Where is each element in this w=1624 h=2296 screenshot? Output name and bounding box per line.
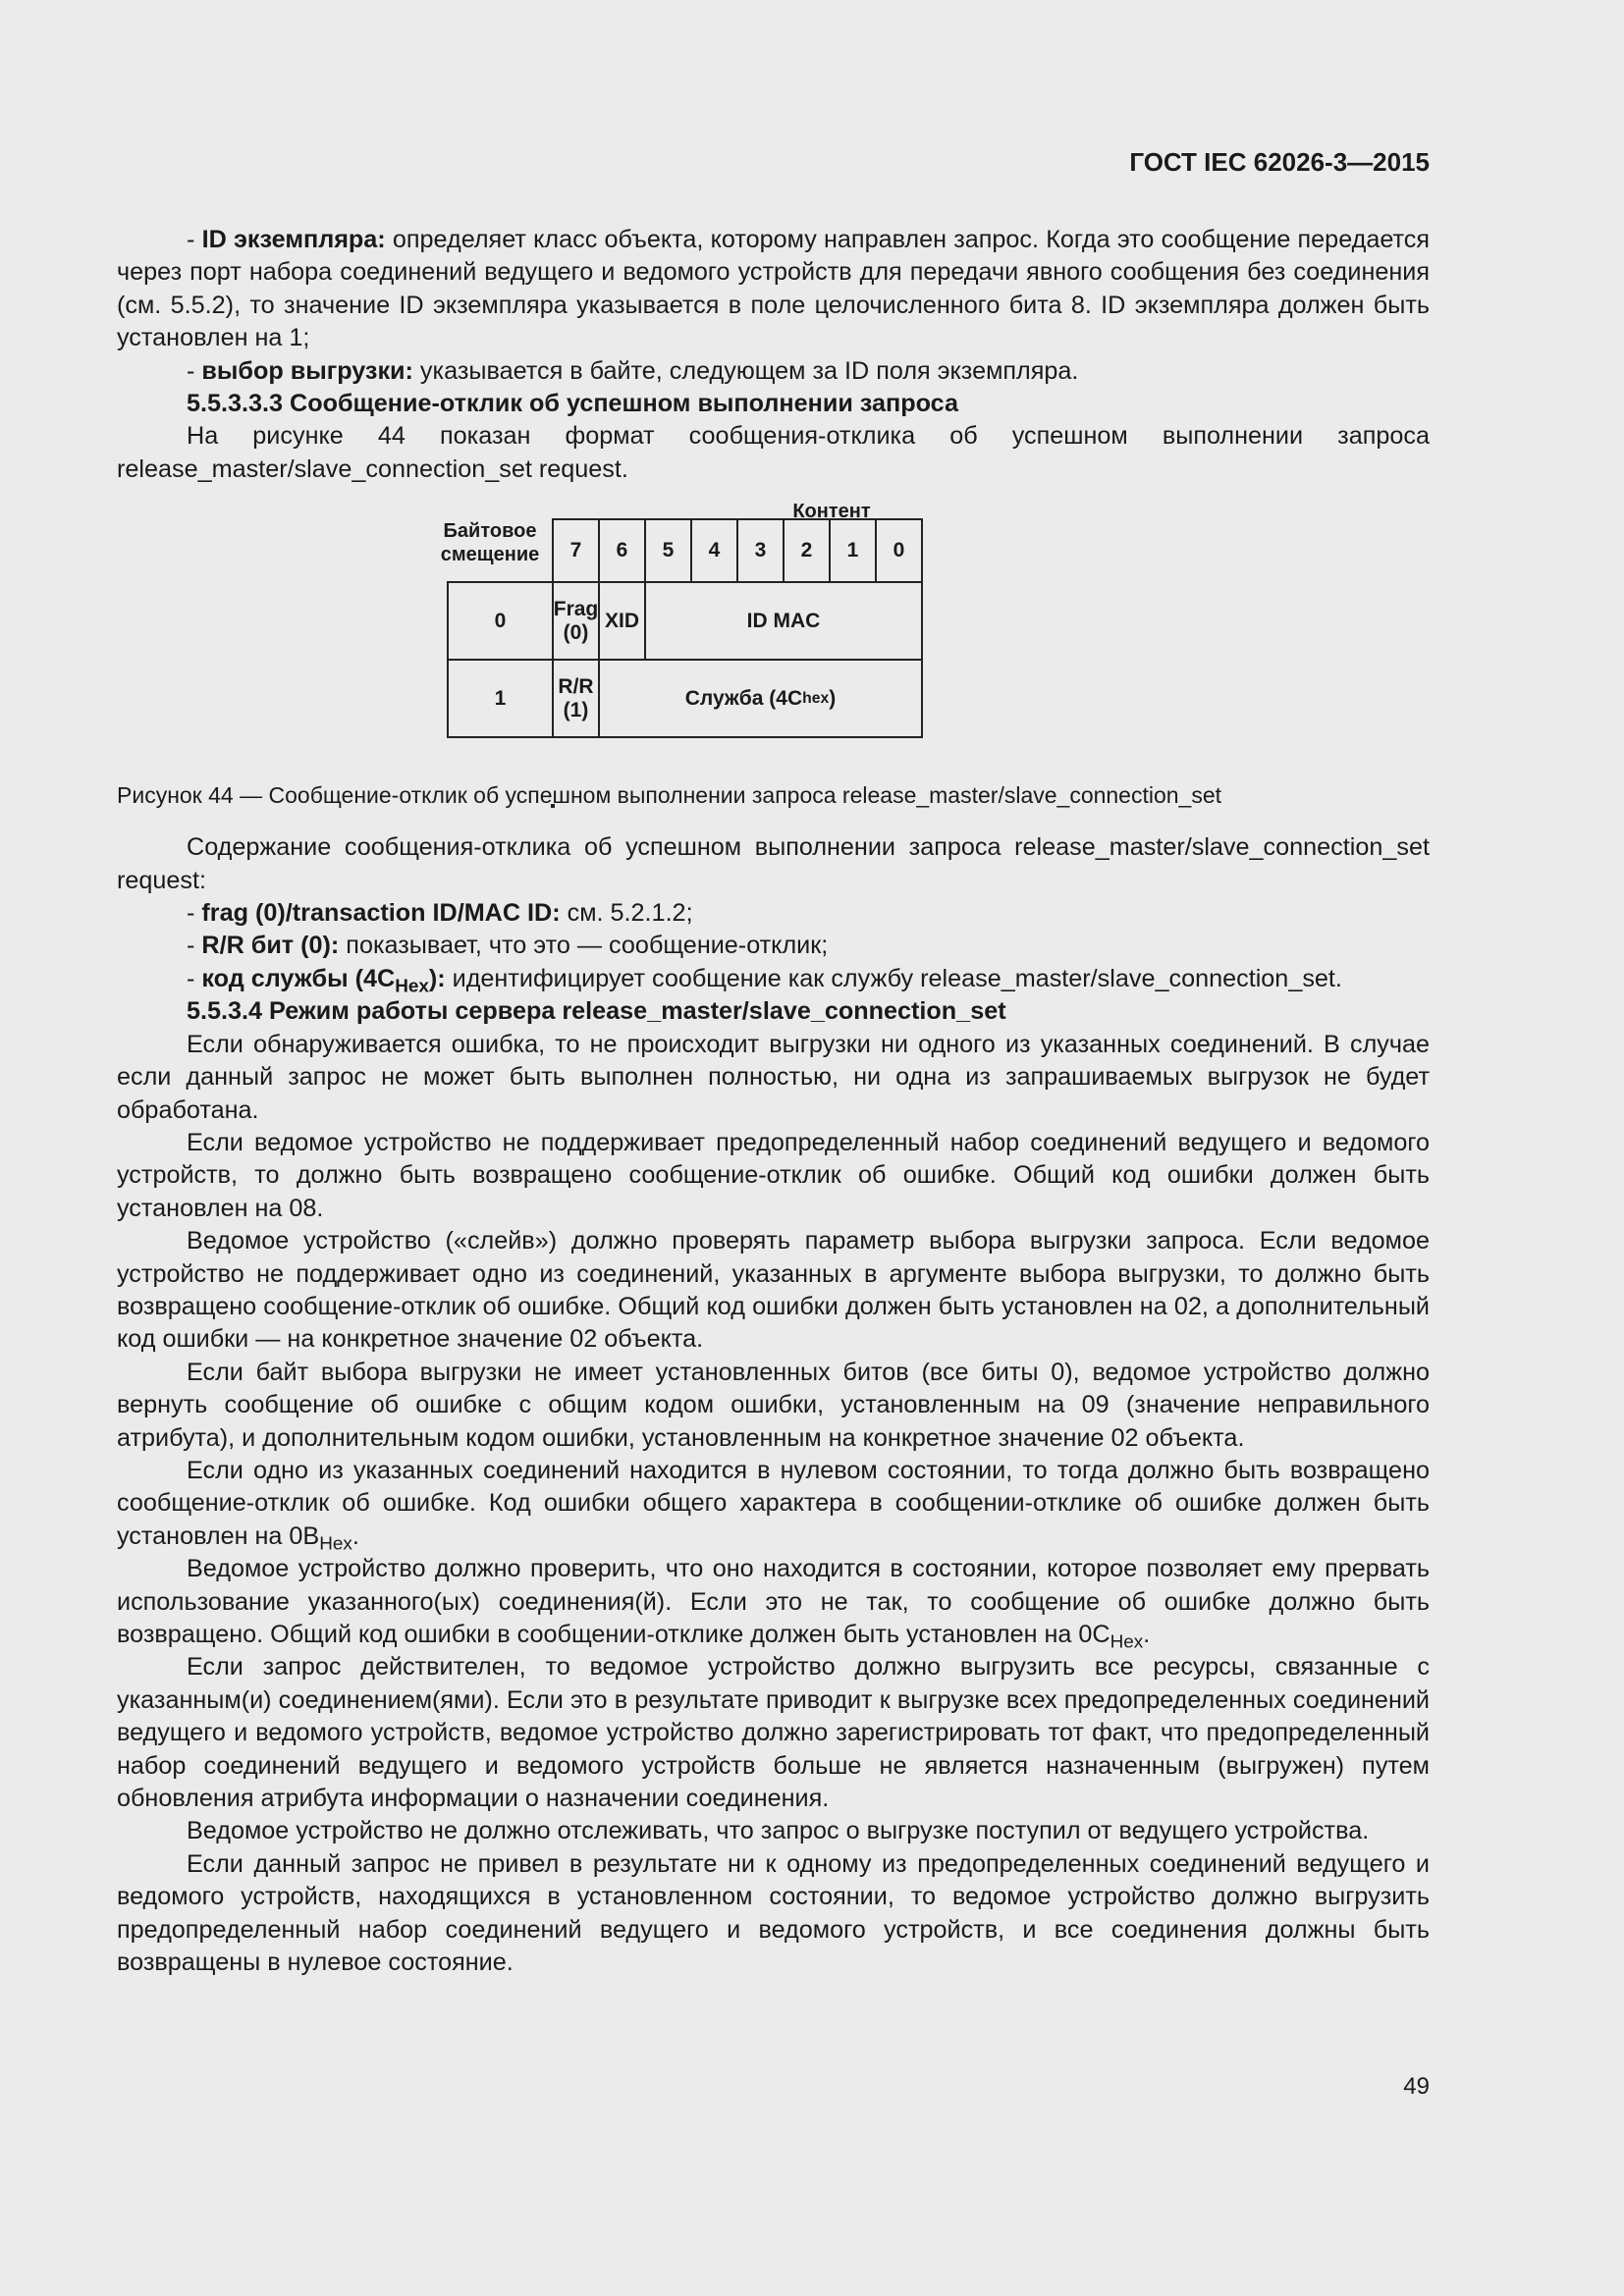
- paragraph: Если ведомое устройство не поддерживает предопределенный набор соединений ведущего и ведомого устройств, то должно быть возвращено сообщение-отклик об ошибке. Общий код ошибки должен быть установлен на 08.: [117, 1128, 1430, 1222]
- bit-1-header: 1: [829, 518, 877, 583]
- list-item-text: см. 5.2.1.2;: [560, 899, 693, 928]
- paragraph-text: Ведомое устройство должно проверить, что оно находится в состоянии, которое позволяет ему прервать использование указанного(ых) соединения(й). Если это не так, то сообщение об ошибке должно быть возвращено. Общий код ошибки в сообщении-отклике должен быть установлен на 0C: [117, 1555, 1430, 1648]
- bit-2-header: 2: [783, 518, 831, 583]
- paragraph: Ведомое устройство («слейв») должно проверять параметр выбора выгрузки запроса. Если ведомое устройство не поддерживает одно из соединений, указанных в аргументе выбора выгрузки, то должно быть возвращено сообщение-отклик об ошибке. Общий код ошибки должен быть установлен на 02, а дополнительный код ошибки — на конкретное значение 02 объекта.: [117, 1227, 1430, 1354]
- term: frag (0)/transaction ID/MAC ID:: [201, 899, 561, 928]
- paragraph-text: определяет класс объекта, которому направлен запрос. Когда это сообщение передается через порт набора соединений ведущего и ведомого устройств для передачи явного сообщения без соединения (см. 5.5.2), то значение ID экземпляра указывается в поле целочисленного бита 8. ID экземпляра должен быть установлен на 1;: [117, 226, 1431, 352]
- list-item-text: показывает, что это — сообщение-отклик;: [339, 932, 829, 960]
- bit-3-header: 3: [736, 518, 785, 583]
- figure-44: [117, 486, 1430, 780]
- term-end: ):: [428, 964, 446, 992]
- dash: -: [187, 899, 202, 928]
- paragraph-text: Если одно из указанных соединений находится в нулевом состоянии, то тогда должно быть возвращено сообщение-отклик об ошибке. Код ошибки общего характера в сообщении-отклике об ошибке должен быть установлен на 0B: [117, 1456, 1430, 1550]
- row0-offset: 0: [447, 581, 554, 661]
- list-item: [117, 897, 1430, 930]
- content-label: Контент: [792, 501, 871, 523]
- paragraph: На рисунке 44 показан формат сообщения-отклика об успешном выполнении запроса release_master/slave_connection_set request.: [117, 422, 1430, 483]
- term: выбор выгрузки:: [201, 356, 413, 385]
- page-body: [117, 224, 1430, 1979]
- bit-7-header: 7: [552, 518, 600, 583]
- paragraph: Содержание сообщения-отклика об успешном выполнении запроса release_master/slave_connection_set request:: [117, 833, 1430, 894]
- page-number: 49: [1403, 2073, 1430, 2100]
- list-item: [117, 930, 1430, 962]
- list-item-text: идентифицирует сообщение как службу release_master/slave_connection_set.: [445, 964, 1342, 992]
- section-heading: 5.5.3.3.3 Сообщение-отклик об успешном выполнении запроса: [187, 390, 958, 418]
- xid-cell: XID: [598, 581, 646, 661]
- mac-id-cell: ID MAC: [644, 581, 923, 661]
- paragraph: Если байт выбора выгрузки не имеет установленных битов (все биты 0), ведомое устройство должно вернуть сообщение об ошибке с общим кодом ошибки, установленным на 09 (значение неправильного атрибута), и дополнительным кодом ошибки, установленным на конкретное значение 02 объекта.: [117, 1358, 1430, 1452]
- subscript: Hex: [1110, 1631, 1144, 1653]
- service-cell: Служба (4C hex ): [598, 659, 923, 738]
- row1-offset: 1: [447, 659, 554, 738]
- list-item: [117, 963, 1430, 995]
- paragraph: [117, 355, 1430, 388]
- bit-6-header: 6: [598, 518, 646, 583]
- service-text: Служба (4C: [684, 686, 803, 710]
- rr-cell: R/R (1): [552, 659, 600, 738]
- paragraph: Ведомое устройство не должно отслеживать, что запрос о выгрузке поступил от ведущего устройства.: [187, 1817, 1370, 1845]
- paragraph: Если данный запрос не привел в результате ни к одному из предопределенных соединений ведущего и ведомого устройств, находящихся в установленном состоянии, то ведомое устройство должно выгрузить предопределенный набор соединений ведущего и ведомого устройств, и все соединения должны быть возвращены в нулевое состояние.: [117, 1849, 1430, 1977]
- paragraph-end: .: [1143, 1621, 1151, 1648]
- document-header: ГОСТ IEC 62026-3—2015: [1129, 147, 1430, 177]
- paragraph: Если запрос действителен, то ведомое устройство должно выгрузить все ресурсы, связанные с указанным(и) соединением(ями). Если это в результате приводит к выгрузке всех предопределенных соединений ведущего и ведомого устройств, ведомое устройство должно зарегистрировать тот факт, что предопределенный набор соединений ведущего и ведомого устройств больше не является назначенным (выгружен) путем обновления атрибута информации о назначении соединения.: [117, 1653, 1430, 1813]
- service-text-end: ): [829, 686, 837, 710]
- paragraph-text: указывается в байте, следующем за ID поля экземпляра.: [412, 356, 1079, 385]
- offset-label: Байтовое смещение: [440, 520, 540, 566]
- paragraph: [117, 1455, 1430, 1553]
- frag-cell: Frag (0): [552, 581, 600, 661]
- paragraph: [117, 1553, 1430, 1651]
- dash: -: [187, 932, 202, 960]
- subscript: Hex: [319, 1533, 352, 1555]
- unused: [551, 804, 555, 808]
- dash: -: [187, 964, 202, 992]
- bit-5-header: 5: [644, 518, 692, 583]
- paragraph: [117, 224, 1430, 355]
- dash: -: [187, 356, 202, 385]
- paragraph-end: .: [352, 1522, 359, 1550]
- dash: -: [187, 226, 202, 253]
- term-text: код службы (4C: [201, 964, 396, 992]
- term: [201, 964, 446, 997]
- term: ID экземпляра:: [201, 226, 386, 253]
- paragraph: Если обнаруживается ошибка, то не происходит выгрузки ни одного из указанных соединений. В случае если данный запрос не может быть выполнен полностью, ни одна из запрашиваемых выгрузок не будет обработана.: [117, 1030, 1430, 1124]
- section-heading: 5.5.3.4 Режим работы сервера release_master/slave_connection_set: [187, 997, 1006, 1026]
- term-subscript: Hex: [395, 976, 429, 997]
- term: R/R бит (0):: [201, 932, 340, 960]
- spacer: [117, 810, 1430, 831]
- figure-caption: Рисунок 44 — Сообщение-отклик об успешном выполнении запроса release_master/slave_connection_set: [117, 782, 1222, 809]
- bit-4-header: 4: [690, 518, 738, 583]
- bit-0-header: 0: [875, 518, 923, 583]
